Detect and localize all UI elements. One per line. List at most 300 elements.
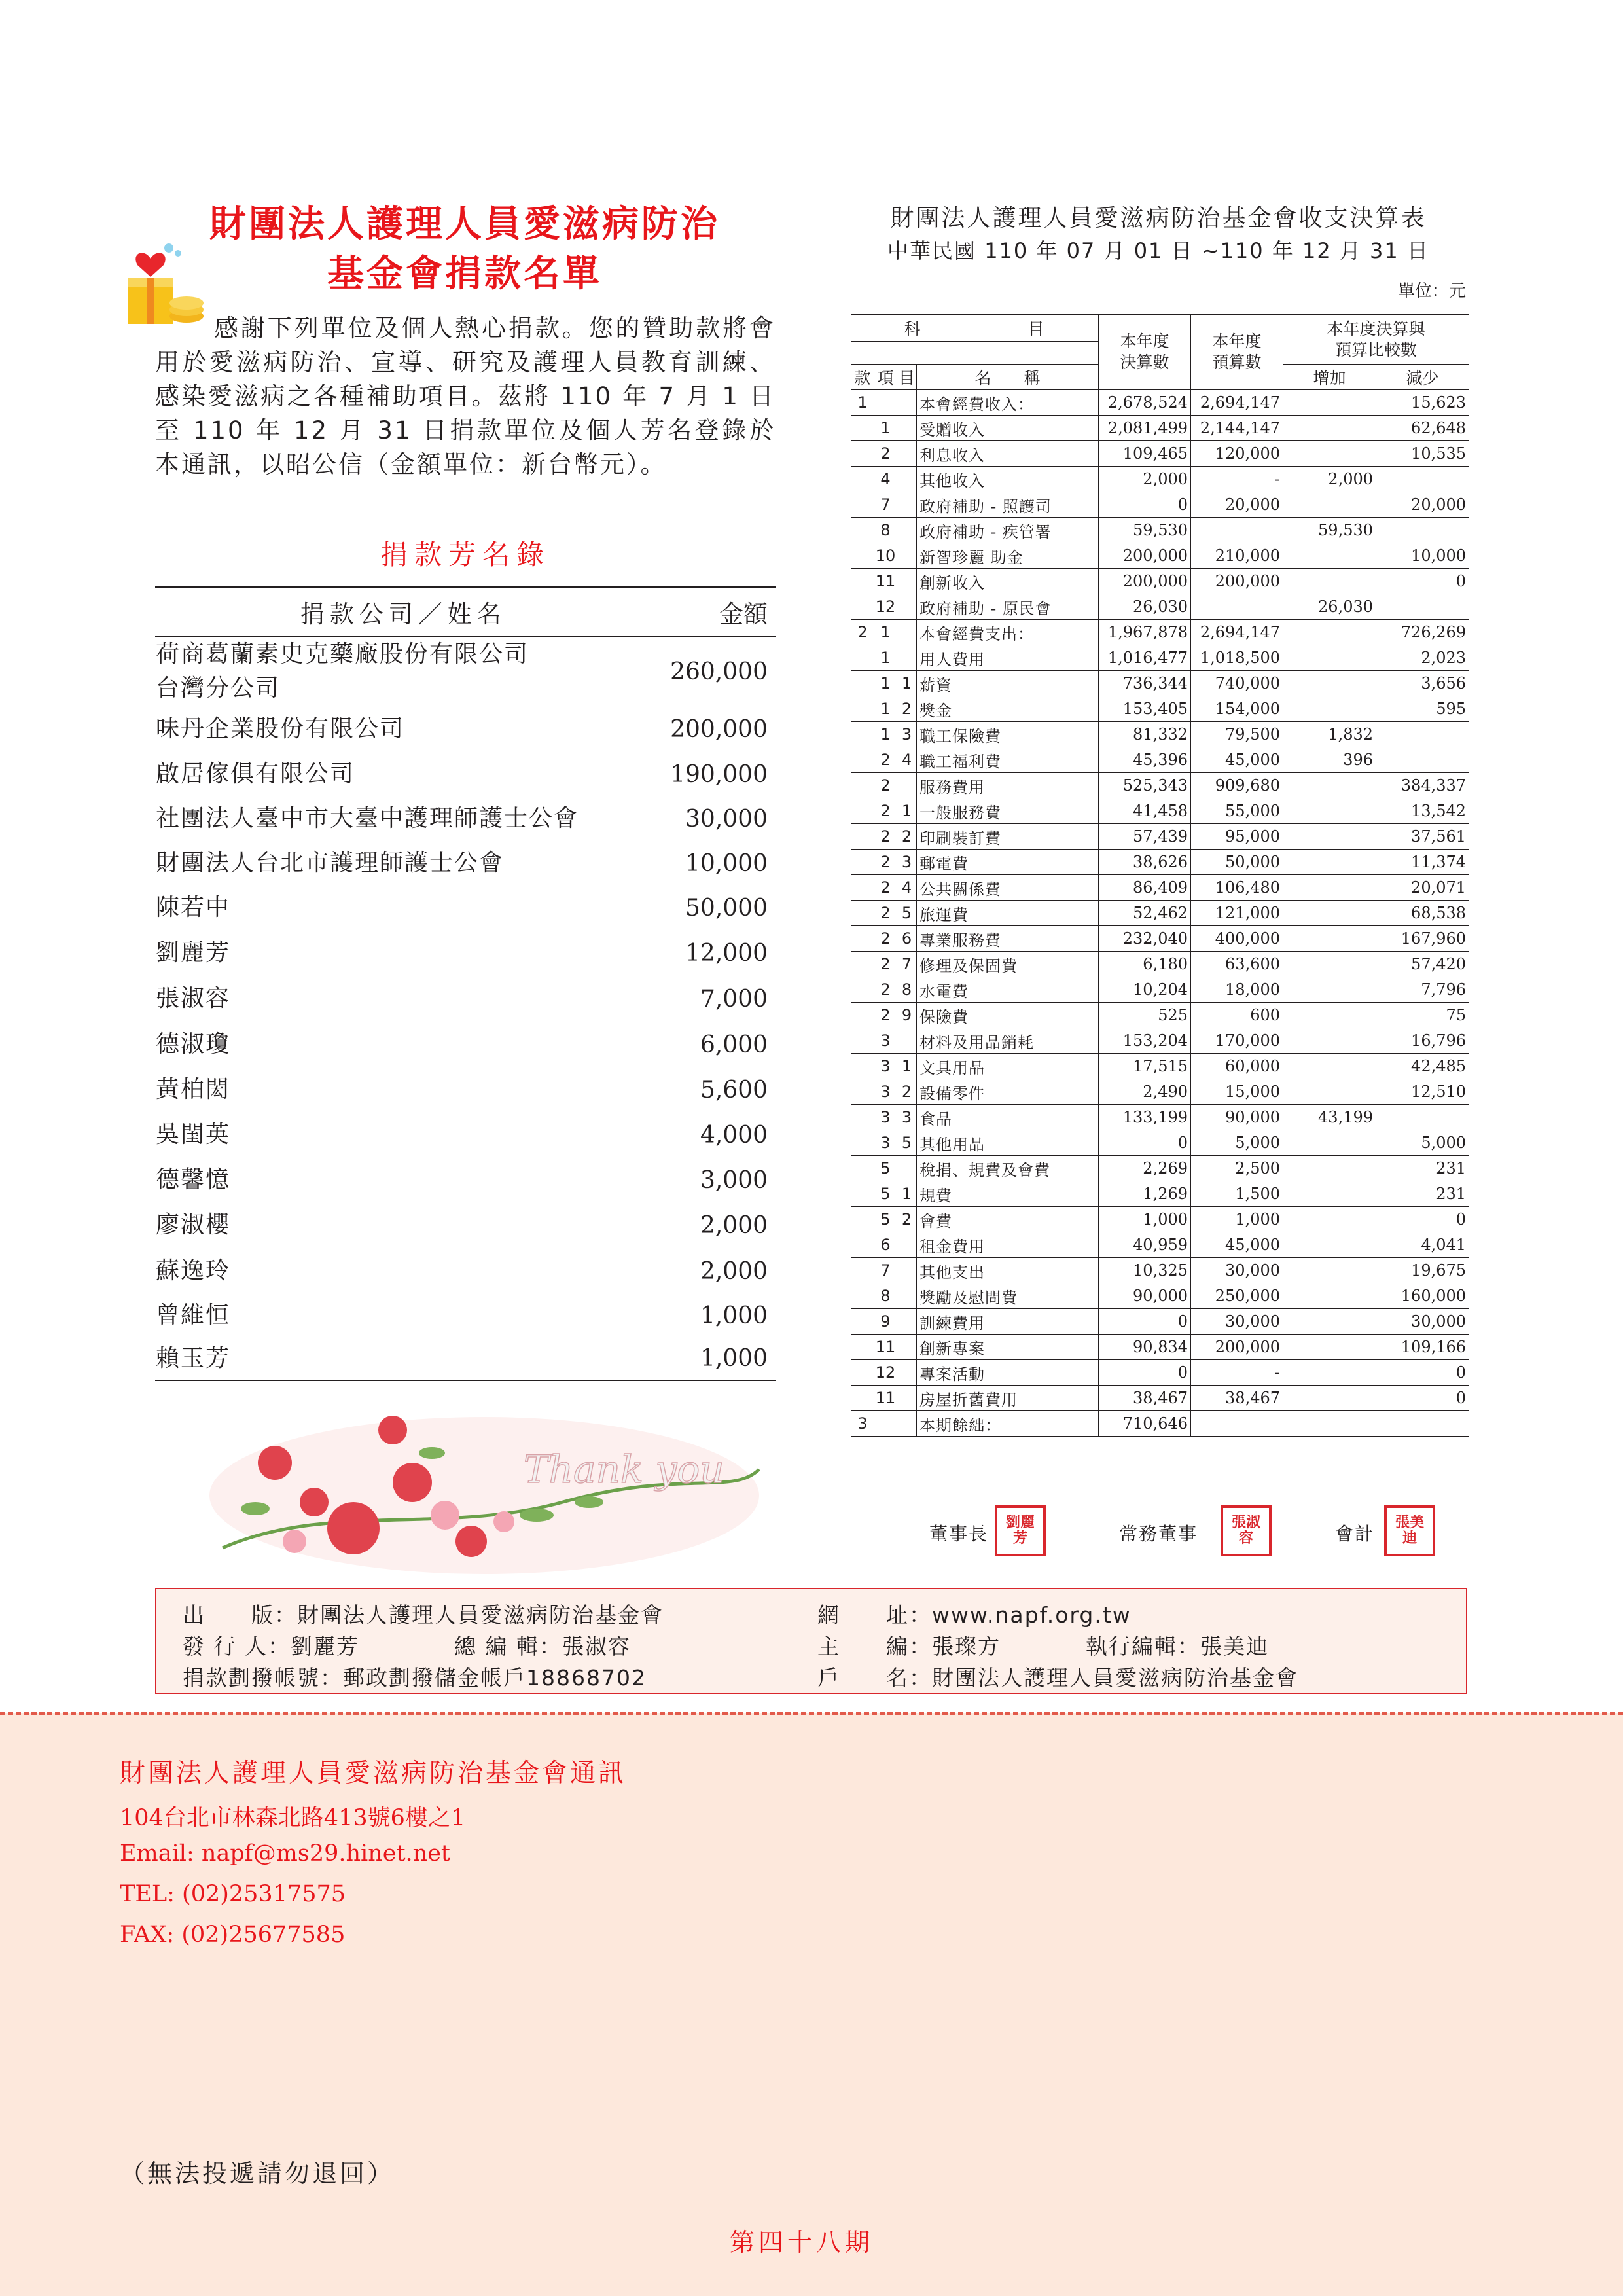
fin-decrease: 37,561 <box>1376 824 1469 850</box>
fin-budget: 2,694,147 <box>1191 390 1283 416</box>
colophon-exec-editor: 執行編輯：張美迪 <box>1086 1634 1269 1659</box>
fin-budget: 400,000 <box>1191 926 1283 952</box>
donor-amount: 1,000 <box>652 1337 776 1380</box>
fin-xiang-header: 項 <box>874 365 897 390</box>
colophon-account-name: 戶 名：財團法人護理人員愛滋病防治基金會 <box>817 1665 1298 1691</box>
fin-item-name: 新智珍麗 助金 <box>917 543 1099 569</box>
fin-row <box>851 926 1469 952</box>
fin-increase: 59,530 <box>1283 518 1376 543</box>
fin-decrease-header: 減少 <box>1376 365 1469 390</box>
fin-kuan <box>851 1309 874 1335</box>
financial-statement-title: 財團法人護理人員愛滋病防治基金會收支決算表 <box>890 205 1427 232</box>
fin-decrease <box>1376 518 1469 543</box>
fin-decrease: 13,542 <box>1376 798 1469 824</box>
donor-amount: 2,000 <box>700 1257 768 1285</box>
fin-item-name: 薪資 <box>917 671 1099 696</box>
fin-increase <box>1283 1309 1376 1335</box>
fin-mu <box>897 620 917 645</box>
fin-row <box>851 671 1469 696</box>
fin-actual-header: 本年度 決算數 <box>1099 315 1191 390</box>
fin-row <box>851 1105 1469 1130</box>
fin-increase <box>1283 875 1376 901</box>
fin-decrease: 0 <box>1376 1360 1469 1386</box>
donor-name: 德馨憶 <box>156 1166 231 1193</box>
fin-decrease <box>1376 1411 1469 1437</box>
fin-actual: 10,204 <box>1099 977 1191 1003</box>
fin-actual: 133,199 <box>1099 1105 1191 1130</box>
fin-xiang: 1 <box>874 722 897 747</box>
donor-table-body <box>155 636 776 1380</box>
fin-xiang: 2 <box>874 875 897 901</box>
donor-row <box>155 797 776 841</box>
fin-actual: 232,040 <box>1099 926 1191 952</box>
fin-budget: 60,000 <box>1191 1054 1283 1079</box>
fin-item-name: 職工福利費 <box>917 747 1099 773</box>
fin-budget: 170,000 <box>1191 1028 1283 1054</box>
fin-kuan <box>851 696 874 722</box>
fin-mu <box>897 569 917 594</box>
fin-mu: 3 <box>897 722 917 747</box>
donor-amount: 2,000 <box>700 1211 768 1239</box>
fin-actual: 109,465 <box>1099 441 1191 467</box>
fin-row <box>851 492 1469 518</box>
donor-amount: 30,000 <box>685 805 768 833</box>
donor-row <box>155 930 776 976</box>
fin-increase <box>1283 620 1376 645</box>
fin-kuan <box>851 1335 874 1360</box>
fin-xiang: 1 <box>874 696 897 722</box>
fin-item-name: 水電費 <box>917 977 1099 1003</box>
fin-actual: 153,204 <box>1099 1028 1191 1054</box>
fin-kuan: 1 <box>851 390 874 416</box>
fin-increase <box>1283 543 1376 569</box>
donor-row <box>155 1248 776 1294</box>
fin-increase-header: 增加 <box>1283 365 1376 390</box>
fin-mu <box>897 1156 917 1181</box>
donor-amount: 3,000 <box>700 1166 768 1194</box>
donor-name-header: 捐款公司／姓名 <box>155 588 652 637</box>
fin-row <box>851 1079 1469 1105</box>
thank-you-text: Thank you <box>524 1447 724 1492</box>
fin-actual: 0 <box>1099 492 1191 518</box>
fin-row <box>851 824 1469 850</box>
donor-row <box>155 636 776 706</box>
fin-decrease: 595 <box>1376 696 1469 722</box>
donor-name: 廖淑櫻 <box>156 1211 231 1238</box>
fin-increase <box>1283 441 1376 467</box>
fin-mu <box>897 773 917 798</box>
fin-item-name: 其他支出 <box>917 1258 1099 1283</box>
fin-actual: 153,405 <box>1099 696 1191 722</box>
fin-kuan <box>851 569 874 594</box>
donor-row <box>155 976 776 1022</box>
fin-item-name: 食品 <box>917 1105 1099 1130</box>
fin-xiang: 1 <box>874 671 897 696</box>
fin-budget: 2,144,147 <box>1191 416 1283 441</box>
fin-kuan <box>851 747 874 773</box>
fin-actual: 2,678,524 <box>1099 390 1191 416</box>
fin-mu: 1 <box>897 1054 917 1079</box>
fin-kuan: 2 <box>851 620 874 645</box>
fin-row <box>851 850 1469 875</box>
fin-actual: 2,000 <box>1099 467 1191 492</box>
fin-decrease: 3,656 <box>1376 671 1469 696</box>
fin-kuan <box>851 875 874 901</box>
colophon-box <box>155 1588 1467 1694</box>
fin-item-name: 創新收入 <box>917 569 1099 594</box>
fin-item-name: 印刷裝訂費 <box>917 824 1099 850</box>
fin-xiang: 1 <box>874 416 897 441</box>
fin-budget: 45,000 <box>1191 1232 1283 1258</box>
fin-increase <box>1283 1258 1376 1283</box>
fin-item-name: 一般服務費 <box>917 798 1099 824</box>
fin-xiang: 6 <box>874 1232 897 1258</box>
donor-name: 張淑容 <box>156 985 231 1012</box>
fin-decrease: 0 <box>1376 1386 1469 1411</box>
fin-budget: 106,480 <box>1191 875 1283 901</box>
fin-decrease <box>1376 747 1469 773</box>
donor-amount: 260,000 <box>670 658 768 685</box>
mailing-address: 104台北市林森北路413號6樓之1 <box>120 1805 466 1831</box>
fin-mu: 9 <box>897 1003 917 1028</box>
fin-increase <box>1283 926 1376 952</box>
donor-row <box>155 1337 776 1380</box>
fin-budget: 38,467 <box>1191 1386 1283 1411</box>
executive-director-seal: 張淑容 <box>1221 1505 1272 1556</box>
fin-xiang: 2 <box>874 977 897 1003</box>
fin-xiang: 2 <box>874 926 897 952</box>
fin-decrease: 10,000 <box>1376 543 1469 569</box>
fin-kuan <box>851 518 874 543</box>
fin-row <box>851 977 1469 1003</box>
fin-item-name: 創新專案 <box>917 1335 1099 1360</box>
fin-increase <box>1283 390 1376 416</box>
fin-mu <box>897 467 917 492</box>
fin-increase <box>1283 773 1376 798</box>
fin-budget <box>1191 594 1283 620</box>
fin-row <box>851 1207 1469 1232</box>
fin-xiang: 12 <box>874 1360 897 1386</box>
fin-increase <box>1283 1335 1376 1360</box>
fin-budget: 200,000 <box>1191 1335 1283 1360</box>
donor-amount: 50,000 <box>685 894 768 922</box>
fin-xiang: 5 <box>874 1181 897 1207</box>
fin-item-name: 本會經費支出： <box>917 620 1099 645</box>
fin-mu <box>897 1309 917 1335</box>
fin-xiang: 2 <box>874 747 897 773</box>
fin-budget: 18,000 <box>1191 977 1283 1003</box>
fin-row <box>851 1283 1469 1309</box>
fin-budget: 200,000 <box>1191 569 1283 594</box>
fin-budget: 15,000 <box>1191 1079 1283 1105</box>
fin-kuan <box>851 1079 874 1105</box>
donor-table-header <box>155 588 776 637</box>
colophon-editor: 主 編：張璨方 <box>817 1634 1001 1659</box>
donor-name: 劉麗芳 <box>156 939 231 966</box>
fin-decrease: 167,960 <box>1376 926 1469 952</box>
fin-item-name: 本會經費收入： <box>917 390 1099 416</box>
fin-kuan <box>851 543 874 569</box>
fin-kuan <box>851 1028 874 1054</box>
fin-decrease: 11,374 <box>1376 850 1469 875</box>
fin-xiang: 2 <box>874 824 897 850</box>
fin-xiang <box>874 1411 897 1437</box>
fin-kuan <box>851 671 874 696</box>
fin-budget: 30,000 <box>1191 1309 1283 1335</box>
fin-mu <box>897 1258 917 1283</box>
fin-actual: 26,030 <box>1099 594 1191 620</box>
fin-row <box>851 773 1469 798</box>
fin-item-name: 獎金 <box>917 696 1099 722</box>
fin-decrease: 16,796 <box>1376 1028 1469 1054</box>
fin-mu: 2 <box>897 1079 917 1105</box>
fin-item-name: 用人費用 <box>917 645 1099 671</box>
fin-budget: 154,000 <box>1191 696 1283 722</box>
fin-xiang: 7 <box>874 1258 897 1283</box>
fin-increase <box>1283 1181 1376 1207</box>
fin-increase <box>1283 492 1376 518</box>
fin-budget: 20,000 <box>1191 492 1283 518</box>
fin-row <box>851 798 1469 824</box>
fin-increase <box>1283 1003 1376 1028</box>
fin-increase <box>1283 952 1376 977</box>
fin-actual: 10,325 <box>1099 1258 1191 1283</box>
fin-row <box>851 952 1469 977</box>
fin-row <box>851 1309 1469 1335</box>
fin-kuan-header: 款 <box>851 365 874 390</box>
fin-kuan <box>851 645 874 671</box>
fin-increase <box>1283 1130 1376 1156</box>
fin-budget: 120,000 <box>1191 441 1283 467</box>
donor-row <box>155 1112 776 1158</box>
donor-list-title-line1: 財團法人護理人員愛滋病防治 <box>209 203 720 245</box>
financial-statement-period: 中華民國 110 年 07 月 01 日 ~110 年 12 月 31 日 <box>887 238 1429 263</box>
fin-mu-header: 目 <box>897 365 917 390</box>
fin-increase <box>1283 645 1376 671</box>
fin-xiang: 3 <box>874 1028 897 1054</box>
fin-mu: 8 <box>897 977 917 1003</box>
fin-budget <box>1191 1411 1283 1437</box>
mailing-email: Email: napf@ms29.hinet.net <box>120 1840 450 1867</box>
fin-item-name: 文具用品 <box>917 1054 1099 1079</box>
fin-row <box>851 1232 1469 1258</box>
donor-row <box>155 752 776 797</box>
fin-xiang: 12 <box>874 594 897 620</box>
fin-actual: 1,016,477 <box>1099 645 1191 671</box>
fin-decrease: 231 <box>1376 1156 1469 1181</box>
fin-mu <box>897 1386 917 1411</box>
fin-mu: 7 <box>897 952 917 977</box>
fin-budget: 55,000 <box>1191 798 1283 824</box>
donor-name: 蘇逸玲 <box>156 1257 231 1284</box>
fin-increase <box>1283 1360 1376 1386</box>
fin-budget: 90,000 <box>1191 1105 1283 1130</box>
fin-actual: 90,834 <box>1099 1335 1191 1360</box>
fin-increase <box>1283 1079 1376 1105</box>
fin-kuan <box>851 1003 874 1028</box>
fin-budget: 2,500 <box>1191 1156 1283 1181</box>
fin-item-name: 郵電費 <box>917 850 1099 875</box>
fin-kuan <box>851 1232 874 1258</box>
fin-mu: 2 <box>897 824 917 850</box>
fin-mu: 4 <box>897 875 917 901</box>
fin-row <box>851 1411 1469 1437</box>
fin-kuan <box>851 441 874 467</box>
fin-actual: 736,344 <box>1099 671 1191 696</box>
donor-amount: 12,000 <box>685 939 768 967</box>
financial-statement-unit: 單位：元 <box>1397 281 1466 301</box>
fin-actual: 38,626 <box>1099 850 1191 875</box>
donor-row <box>155 1158 776 1202</box>
fin-row <box>851 1335 1469 1360</box>
fin-decrease: 0 <box>1376 1207 1469 1232</box>
fin-row <box>851 901 1469 926</box>
colophon-chief-editor: 總 編 輯：張淑容 <box>454 1634 631 1659</box>
fin-budget: 600 <box>1191 1003 1283 1028</box>
signature-row <box>851 1505 1469 1571</box>
mailing-tel: TEL: (02)25317575 <box>120 1881 346 1907</box>
fin-kuan <box>851 773 874 798</box>
chairman-label: 董事長 <box>929 1523 989 1545</box>
fin-item-name: 公共關係費 <box>917 875 1099 901</box>
fin-increase <box>1283 569 1376 594</box>
fin-increase <box>1283 1386 1376 1411</box>
fin-increase <box>1283 977 1376 1003</box>
fin-actual: 6,180 <box>1099 952 1191 977</box>
donor-name: 賴玉芳 <box>155 1337 652 1380</box>
fin-kuan <box>851 824 874 850</box>
donor-intro-paragraph: 感謝下列單位及個人熱心捐款。您的贊助款將會用於愛滋病防治、宣導、研究及護理人員教育訓練、感染愛滋病之各種補助項目。茲將 110 年 7 月 1 日至 110 年 12 月 31 日捐款單位及個人芳名登錄於本通訊，以昭公信（金額單位：新台幣元）。 <box>155 314 776 478</box>
fin-kuan <box>851 1207 874 1232</box>
fin-xiang: 2 <box>874 901 897 926</box>
fin-decrease: 5,000 <box>1376 1130 1469 1156</box>
colophon-account: 捐款劃撥帳號：郵政劃撥儲金帳戶18868702 <box>183 1665 647 1691</box>
fin-kuan <box>851 492 874 518</box>
donor-row <box>155 841 776 886</box>
fin-actual: 0 <box>1099 1309 1191 1335</box>
donor-name: 吳閨英 <box>156 1121 231 1148</box>
fin-item-name: 訓練費用 <box>917 1309 1099 1335</box>
fin-increase <box>1283 901 1376 926</box>
fin-mu: 3 <box>897 1105 917 1130</box>
fin-item-name: 其他用品 <box>917 1130 1099 1156</box>
fin-mu <box>897 518 917 543</box>
fin-row <box>851 1003 1469 1028</box>
fin-increase <box>1283 1156 1376 1181</box>
fin-kuan <box>851 594 874 620</box>
chairman-seal: 劉麗芳 <box>995 1505 1046 1556</box>
fin-budget: 740,000 <box>1191 671 1283 696</box>
donor-amount: 5,600 <box>700 1076 768 1103</box>
donor-list-title <box>154 200 776 299</box>
fin-mu <box>897 543 917 569</box>
fin-row <box>851 875 1469 901</box>
fin-increase: 26,030 <box>1283 594 1376 620</box>
fin-decrease: 726,269 <box>1376 620 1469 645</box>
fin-actual: 81,332 <box>1099 722 1191 747</box>
fin-xiang: 3 <box>874 1079 897 1105</box>
fin-mu <box>897 1028 917 1054</box>
fin-actual: 45,396 <box>1099 747 1191 773</box>
fin-mu: 5 <box>897 1130 917 1156</box>
fin-actual: 38,467 <box>1099 1386 1191 1411</box>
fin-budget: 5,000 <box>1191 1130 1283 1156</box>
fin-budget-header: 本年度 預算數 <box>1191 315 1283 390</box>
fin-row <box>851 569 1469 594</box>
fin-decrease: 68,538 <box>1376 901 1469 926</box>
fin-decrease: 160,000 <box>1376 1283 1469 1309</box>
fin-decrease <box>1376 1105 1469 1130</box>
fin-actual: 52,462 <box>1099 901 1191 926</box>
fin-row <box>851 1156 1469 1181</box>
fin-xiang: 2 <box>874 798 897 824</box>
fin-increase: 2,000 <box>1283 467 1376 492</box>
fin-xiang: 2 <box>874 441 897 467</box>
fin-item-name: 其他收入 <box>917 467 1099 492</box>
fin-xiang: 3 <box>874 1105 897 1130</box>
fin-increase <box>1283 1232 1376 1258</box>
donor-table <box>155 586 776 1381</box>
donor-row <box>155 706 776 752</box>
donor-name: 社團法人臺中市大臺中護理師護士公會 <box>156 805 579 832</box>
fin-actual: 525 <box>1099 1003 1191 1028</box>
fin-mu <box>897 1411 917 1437</box>
fin-row <box>851 1054 1469 1079</box>
fin-item-name: 受贈收入 <box>917 416 1099 441</box>
fin-increase <box>1283 1054 1376 1079</box>
fin-mu <box>897 492 917 518</box>
fin-decrease: 231 <box>1376 1181 1469 1207</box>
fin-xiang: 5 <box>874 1207 897 1232</box>
fin-kuan <box>851 977 874 1003</box>
accountant-label: 會計 <box>1335 1523 1375 1545</box>
fin-decrease: 57,420 <box>1376 952 1469 977</box>
fin-mu <box>897 1360 917 1386</box>
fin-decrease <box>1376 467 1469 492</box>
fin-decrease: 42,485 <box>1376 1054 1469 1079</box>
fin-budget: 79,500 <box>1191 722 1283 747</box>
fin-xiang: 11 <box>874 569 897 594</box>
fin-row <box>851 441 1469 467</box>
fin-item-name: 設備零件 <box>917 1079 1099 1105</box>
fin-decrease: 10,535 <box>1376 441 1469 467</box>
fin-kuan <box>851 901 874 926</box>
fin-increase: 396 <box>1283 747 1376 773</box>
colophon-website: 網 址：www.napf.org.tw <box>817 1602 1132 1628</box>
fin-row <box>851 518 1469 543</box>
fin-budget: 63,600 <box>1191 952 1283 977</box>
fin-mu: 2 <box>897 696 917 722</box>
fin-xiang: 2 <box>874 850 897 875</box>
donor-name: 德淑瓊 <box>156 1031 231 1058</box>
fin-actual: 0 <box>1099 1360 1191 1386</box>
financial-statement-table <box>851 314 1469 1437</box>
fin-decrease <box>1376 722 1469 747</box>
fin-decrease: 20,071 <box>1376 875 1469 901</box>
fin-row <box>851 747 1469 773</box>
fin-increase <box>1283 1207 1376 1232</box>
fin-kuan <box>851 1181 874 1207</box>
fin-kuan <box>851 722 874 747</box>
fin-kuan <box>851 1156 874 1181</box>
fin-item-name: 會費 <box>917 1207 1099 1232</box>
financial-statement-body <box>851 390 1469 1437</box>
fin-item-name: 規費 <box>917 1181 1099 1207</box>
fin-kuan <box>851 1105 874 1130</box>
donor-amount: 6,000 <box>700 1031 768 1058</box>
fin-xiang: 4 <box>874 467 897 492</box>
donor-amount: 10,000 <box>685 850 768 877</box>
